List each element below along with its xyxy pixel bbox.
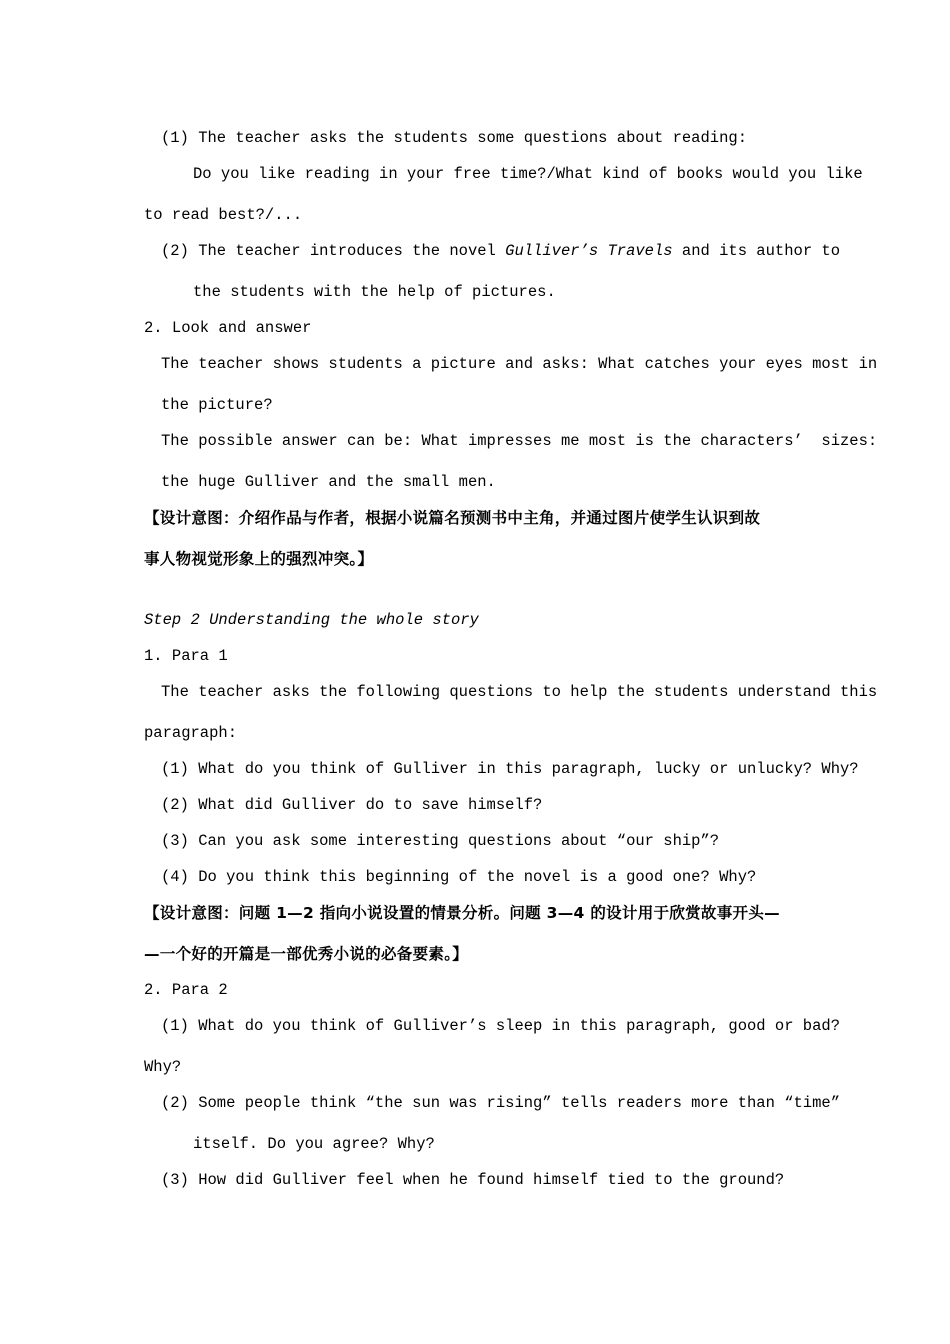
look-line-1: The teacher shows students a picture and asks: What catches your eyes most in <box>161 355 878 373</box>
para-1-question-2: (2) What did Gulliver do to save himself? <box>161 796 543 814</box>
para-2-question-2: (2) Some people think “the sun was rising” tells readers more than “time” <box>161 1094 841 1112</box>
para-2-heading: 2. Para 2 <box>144 981 228 999</box>
intro-question-1-examples: Do you like reading in your free time?/What kind of books would you like <box>193 165 863 183</box>
intro-question-2 <box>161 241 840 261</box>
intro-question-2-prefix: (2) The teacher introduces the novel <box>161 242 506 260</box>
intro-question-1: (1) The teacher asks the students some questions about reading: <box>161 129 747 147</box>
look-line-2: the picture? <box>161 396 273 414</box>
design-intent-1-line-2: 事人物视觉形象上的强烈冲突。】 <box>144 550 374 568</box>
para-2-question-3: (3) How did Gulliver feel when he found himself tied to the ground? <box>161 1171 785 1189</box>
intro-question-2-cont: the students with the help of pictures. <box>193 283 556 301</box>
intro-question-2-suffix: and its author to <box>672 242 841 260</box>
para-1-intro-line-1: The teacher asks the following questions to help the students understand this <box>161 683 878 701</box>
para-1-heading: 1. Para 1 <box>144 647 228 665</box>
para-2-question-2-cont: itself. Do you agree? Why? <box>193 1135 435 1153</box>
design-intent-2-line-2: —一个好的开篇是一部优秀小说的必备要素。】 <box>144 945 469 963</box>
para-2-question-1-cont: Why? <box>144 1058 182 1076</box>
para-1-question-3: (3) Can you ask some interesting questions about “our ship”? <box>161 832 720 850</box>
intro-question-1-examples-cont: to read best?/... <box>144 206 303 224</box>
design-intent-1-line-1: 【设计意图：介绍作品与作者，根据小说篇名预测书中主角，并通过图片使学生认识到故 <box>144 509 761 527</box>
look-line-3: The possible answer can be: What impresses me most is the characters’ sizes: <box>161 432 878 450</box>
para-1-intro-line-2: paragraph: <box>144 724 238 742</box>
step-2-title: Step 2 Understanding the whole story <box>144 611 479 629</box>
look-and-answer-heading: 2. Look and answer <box>144 319 312 337</box>
look-line-4: the huge Gulliver and the small men. <box>161 473 496 491</box>
para-2-question-1: (1) What do you think of Gulliver’s sleep in this paragraph, good or bad? <box>161 1017 841 1035</box>
para-1-question-4: (4) Do you think this beginning of the novel is a good one? Why? <box>161 868 757 886</box>
design-intent-2-line-1: 【设计意图：问题 1—2 指向小说设置的情景分析。问题 3—4 的设计用于欣赏故事开头— <box>144 904 780 922</box>
novel-title: Gulliver’s Travels <box>505 242 673 260</box>
para-1-question-1: (1) What do you think of Gulliver in this paragraph, lucky or unlucky? Why? <box>161 760 859 778</box>
